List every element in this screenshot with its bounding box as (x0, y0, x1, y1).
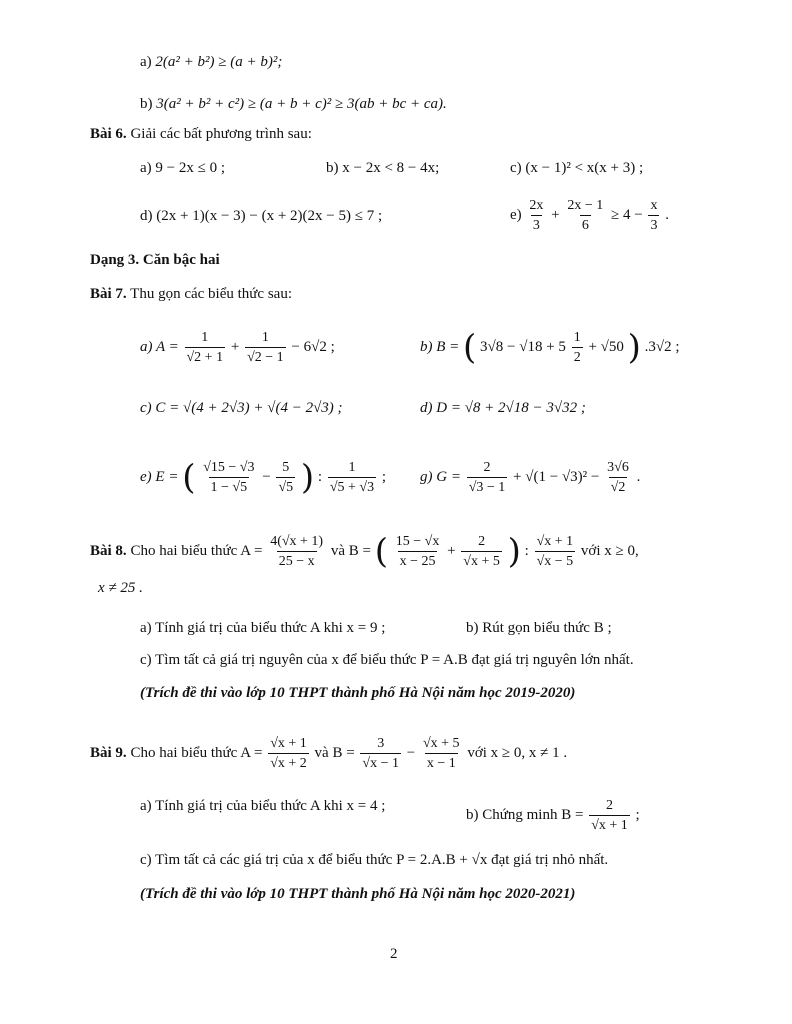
b8-A-frac: $\frac{4(√x + 1)}{25 - x}$ (270, 534, 324, 569)
b6-a: a) 9 − 2x ≤ 0 ; (140, 160, 226, 176)
b5-a: a) 2(a² + b²) ≥ (a + b)²; (140, 54, 283, 70)
b7-e-frac2: $\frac{5}{√5}$ (278, 460, 294, 495)
b6-e-frac3: $\frac{x}{3}$ (650, 198, 658, 233)
b7-g-frac1: $\frac{2}{√3 - 1}$ (468, 460, 506, 495)
b8-source: (Trích đề thi vào lớp 10 THPT thành phố Hà Nội năm học 2019-2020) (140, 685, 576, 701)
b8-B-frac1: $\frac{15 - √x}{x - 25}$ (395, 534, 440, 569)
b9-c: c) Tìm tất cả các giá trị của x để biểu thức P = 2.A.B + √x đạt giá trị nhỏ nhất. (140, 852, 609, 868)
b9-B-frac1: $\frac{3}{√x - 1}$ (362, 736, 399, 771)
b6-e: e) $\frac{2x}{3}$ + $\frac{2x - 1}{6}$ ≥ 4 − $\frac{x}{3}$ . (510, 198, 669, 233)
b7-a-frac2: $\frac{1}{√2 - 1}$ (247, 330, 284, 365)
b7-g-frac2: $\frac{3√6}{√2}$ (607, 460, 629, 495)
b9-b: b) Chứng minh B = $\frac{2}{√x + 1}$ ; (466, 798, 640, 833)
b7-e-frac1: $\frac{√15 - √3}{1 - √5}$ (203, 460, 255, 495)
b9-A-frac: $\frac{√x + 1}{√x + 2}$ (270, 736, 307, 771)
b8-cond2: x ≠ 25 . (98, 580, 143, 596)
b7-a-frac1: $\frac{1}{√2 + 1}$ (186, 330, 224, 365)
b6-e-frac1: $\frac{2x}{3}$ (529, 198, 544, 233)
b7-g: g) G = $\frac{2}{√3 - 1}$ + √(1 − √3)² − $\frac{3√6}{√2}$ . (420, 460, 641, 495)
b8-c: c) Tìm tất cả giá trị nguyên của x để biểu thức P = A.B đạt giá trị nguyên lớn nhất. (140, 652, 634, 668)
b6-b: b) x − 2x < 8 − 4x; (326, 160, 440, 176)
b9-source: (Trích đề thi vào lớp 10 THPT thành phố Hà Nội năm học 2020-2021) (140, 886, 576, 902)
b5-b: b) 3(a² + b² + c²) ≥ (a + b + c)² ≥ 3(ab + bc + ca). (140, 96, 447, 112)
b6-heading: Bài 6. Giải các bất phương trình sau: (90, 126, 312, 142)
b7-heading: Bài 7. Thu gọn các biểu thức sau: (90, 286, 293, 302)
b7-a: a) A = $\frac{1}{√2 + 1}$ + $\frac{1}{√2 - 1}$ − 6√2 ; (140, 330, 335, 365)
b8-B-frac3: $\frac{√x + 1}{√x - 5}$ (536, 534, 574, 569)
b5-a-expr: 2(a² + b²) ≥ (a + b)²; (155, 54, 283, 70)
b5-b-expr: 3(a² + b² + c²) ≥ (a + b + c)² ≥ 3(ab + bc + ca). (156, 96, 447, 112)
b8-a: a) Tính giá trị của biểu thức A khi x = 9 ; (140, 620, 386, 636)
b6-e-frac2: $\frac{2x - 1}{6}$ (567, 198, 604, 233)
b7-e: e) E = ( $\frac{√15 - √3}{1 - √5}$ − $\frac{5}{√5}$ ) : $\frac{1}{√5 + √3}$ ; (140, 457, 386, 498)
b9-B-frac2: $\frac{√x + 5}{x - 1}$ (422, 736, 460, 771)
b7-d: d) D = √8 + 2√18 − 3√32 ; (420, 400, 586, 416)
section-title: Dạng 3. Căn bậc hai (90, 252, 220, 268)
b9-a: a) Tính giá trị của biểu thức A khi x = 4 ; (140, 798, 386, 814)
b7-b: b) B = ( 3√8 − √18 + 5 $\frac{1}{2}$ + √50 ) .3√2 ; (420, 327, 680, 368)
b8-b: b) Rút gọn biểu thức B ; (466, 620, 612, 636)
b6-d: d) (2x + 1)(x − 3) − (x + 2)(2x − 5) ≤ 7 ; (140, 208, 383, 224)
b6-c: c) (x − 1)² < x(x + 3) ; (510, 160, 644, 176)
page-number: 2 (390, 946, 398, 962)
b7-e-frac3: $\frac{1}{√5 + √3}$ (329, 460, 375, 495)
b8-heading: Bài 8. Cho hai biểu thức A = $\frac{4(√x + 1)}{25 - x}$ và B = ( $\frac{15 - √x}{x - 25}$ + $\frac{2}{√x + 5}$ ) : $\frac{√x + 1}{√x - 5}$ với x ≥ 0, (90, 531, 639, 572)
b9-heading: Bài 9. Cho hai biểu thức A = $\frac{√x + 1}{√x + 2}$ và B = $\frac{3}{√x - 1}$ − $\frac{√x + 5}{x - 1}$ với x ≥ 0, x ≠ 1 . (90, 736, 568, 771)
b8-B-frac2: $\frac{2}{√x + 5}$ (463, 534, 500, 569)
b9-b-frac: $\frac{2}{√x + 1}$ (591, 798, 628, 833)
b7-b-frac: $\frac{1}{2}$ (573, 330, 581, 365)
b7-c: c) C = √(4 + 2√3) + √(4 − 2√3) ; (140, 400, 343, 416)
